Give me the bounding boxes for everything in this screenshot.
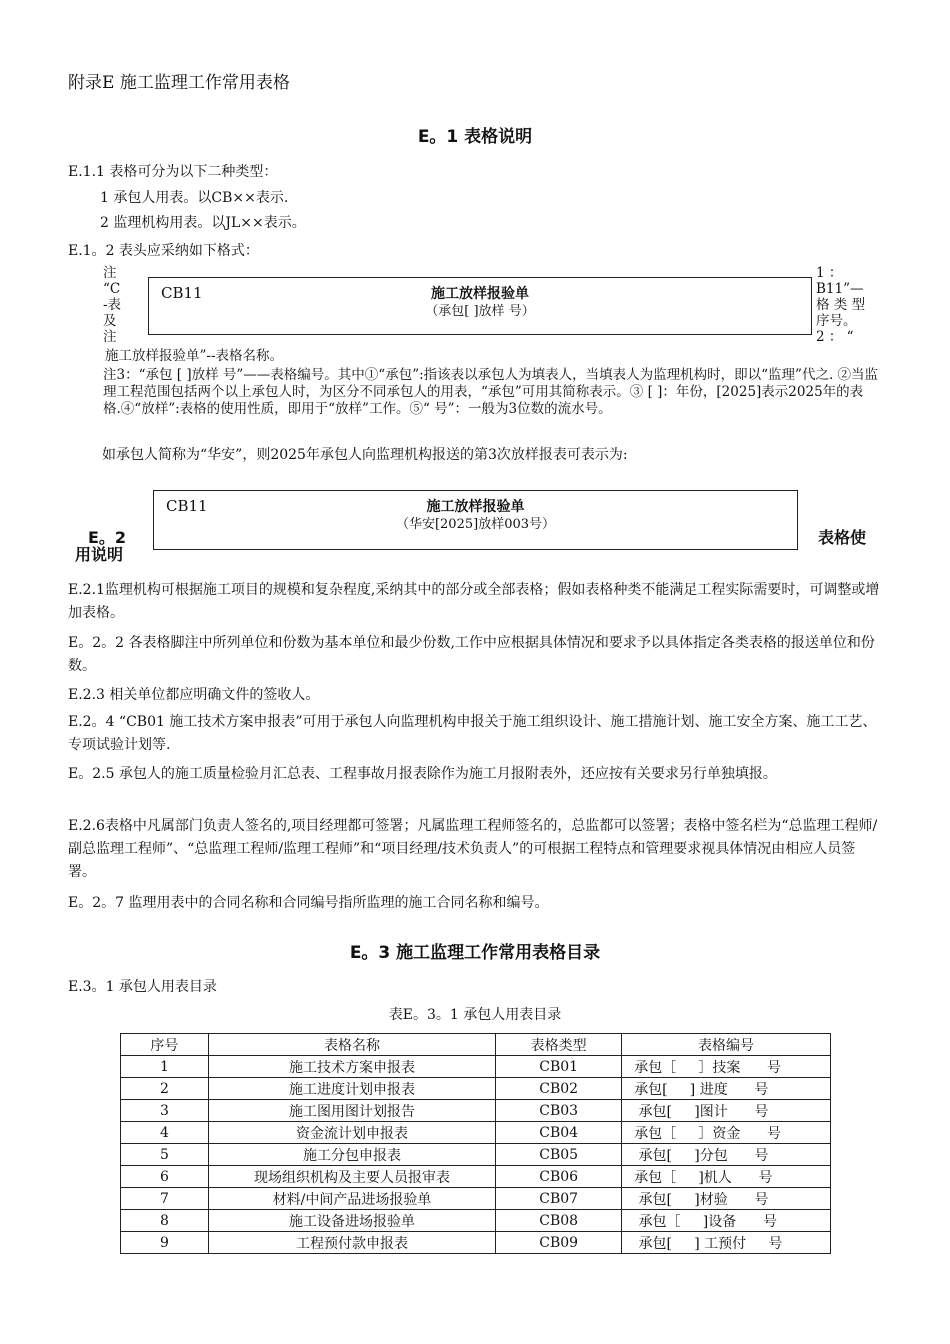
row-name: 施工技术方案申报表 [208,1056,495,1078]
clause-e226: E.2.6表格中凡属部门负责人签名的,项目经理都可签署；凡属监理工程师签名的，总监都可以签署；表格中签名栏为“总监理工程师/副总监理工程师”、“总监理工程师/监理工程师”和“项目经理/技术负责人”的可根据工程特点和管理要求视具体情况由相应人员签署。 [68,818,878,880]
col-header-type: 表格类型 [496,1034,622,1056]
row-no: 3 [121,1100,209,1122]
clause-e223: E.2.3 相关单位都应明确文件的签收人。 [68,687,320,703]
table-row [121,1122,831,1144]
row-name: 资金流计划申报表 [208,1122,495,1144]
row-no: 4 [121,1122,209,1144]
row-code: 承包［ ］技案 号 [622,1056,831,1078]
clause-e224: E.2。4 “CB01 施工技术方案申报表”可用于承包人向监理机构申报关于施工组织设计、施工措施计划、施工安全方案、施工工艺、专项试验计划等. [68,714,877,753]
table-row [121,1232,831,1254]
row-type: CB07 [496,1188,622,1210]
row-no: 5 [121,1144,209,1166]
clause-e222: E。2。2 各表格脚注中所列单位和份数为基本单位和最少份数,工作中应根据具体情况和要求予以具体指定各类表格的报送单位和份数。 [68,635,875,674]
left-note-3: -表 [103,297,122,313]
row-name: 施工进度计划申报表 [208,1078,495,1100]
row-type: CB01 [496,1056,622,1078]
row-type: CB05 [496,1144,622,1166]
table-row [121,1166,831,1188]
right-note-4: 序号。 [816,313,857,329]
row-no: 7 [121,1188,209,1210]
contractor-forms-table [120,1033,831,1254]
header-format-box [148,277,812,335]
clause-e111: E.1.1 表格可分为以下二种类型： [68,164,278,180]
form-title: 施工放样报验单 [431,286,529,302]
row-code: 承包[ ] 工预付 号 [622,1232,831,1254]
left-note-2: “C [103,281,121,297]
right-note-2: B11”— [816,281,864,297]
example-header-box [153,490,798,550]
row-type: CB02 [496,1078,622,1100]
clause-e221: E.2.1监理机构可根据施工项目的规模和复杂程度,采纳其中的部分或全部表格；假如表格种类不能满足工程实际需要时，可调整或增加表格。 [68,582,880,621]
right-note-3: 格 类 型 [816,297,866,313]
row-no: 9 [121,1232,209,1254]
table-row [121,1210,831,1232]
section-2-heading-part1: E。2 [88,528,127,547]
note-3: 注3：“承包 [ ]放样 号”——表格编号。其中①“承包”:指该表以承包人为填表人，当填表人为监理机构时，即以“监理”代之. ②当监理工程范围包括两个以上承包人时，为区分不同承包人的用表，“承包”可用其简称表示。③ [ ]：年份，[2025]表示2025年的表格.④“放样”:表格的使用性质，即用于“放样”工作。⑤“ 号”：一般为3位数的流水号。 [103,367,879,417]
left-note-5: 注 [103,329,117,345]
col-header-no: 序号 [121,1034,209,1056]
row-type: CB03 [496,1100,622,1122]
left-note-1: 注 [103,265,117,281]
clause-e225: E。2.5 承包人的施工质量检验月汇总表、工程事故月报表除作为施工月报附表外，还应按有关要求另行单独填报。 [68,766,777,782]
row-code: 承包[ ]分包 号 [622,1144,831,1166]
type-1: 1 承包人用表。以CB××表示. [100,190,289,206]
form-number: （承包[ ]放样 号） [425,304,535,319]
table-row [121,1056,831,1078]
row-name: 施工分包申报表 [208,1144,495,1166]
example-text: 如承包人简称为“华安”，则2025年承包人向监理机构报送的第3次放样报表可表示为: [102,447,628,463]
row-no: 2 [121,1078,209,1100]
appendix-title: 附录E 施工监理工作常用表格 [68,73,290,93]
row-code: 承包［ ］资金 号 [622,1122,831,1144]
row-type: CB04 [496,1122,622,1144]
right-note-1: 1 ： [816,265,843,281]
row-code: 承包［ ]设备 号 [622,1210,831,1232]
row-name: 施工设备进场报验单 [208,1210,495,1232]
row-type: CB06 [496,1166,622,1188]
table-row [121,1188,831,1210]
table-header-row [121,1034,831,1056]
example-form-code: CB11 [166,497,208,515]
row-type: CB08 [496,1210,622,1232]
table-row [121,1078,831,1100]
row-code: 承包[ ]材验 号 [622,1188,831,1210]
clause-e112: E.1。2 表头应采纳如下格式： [68,243,259,259]
row-name: 材料/中间产品进场报验单 [208,1188,495,1210]
clause-e331: E.3。1 承包人用表目录 [68,979,217,995]
row-name: 现场组织机构及主要人员报审表 [208,1166,495,1188]
table-caption: 表E。3。1 承包人用表目录 [388,1007,562,1023]
note-line-1: 施工放样报验单”--表格名称。 [105,348,284,364]
table-row [121,1144,831,1166]
section-2-heading-part2: 表格使 [818,528,867,547]
row-code: 承包[ ] 进度 号 [622,1078,831,1100]
right-note-5: 2 ： “ [816,329,854,345]
row-code: 承包［ ]机人 号 [622,1166,831,1188]
form-code: CB11 [161,284,203,302]
example-form-number: （华安[2025]放样003号） [395,517,556,532]
clause-e227: E。2。7 监理用表中的合同名称和合同编号指所监理的施工合同名称和编号。 [68,895,549,911]
row-no: 8 [121,1210,209,1232]
table-row [121,1100,831,1122]
example-form-title: 施工放样报验单 [426,499,525,515]
row-code: 承包[ ]图计 号 [622,1100,831,1122]
row-name: 施工图用图计划报告 [208,1100,495,1122]
row-no: 1 [121,1056,209,1078]
section-2-heading-part3: 用说明 [75,545,124,564]
row-name: 工程预付款申报表 [208,1232,495,1254]
section-1-heading: E。1 表格说明 [417,127,533,147]
col-header-code: 表格编号 [622,1034,831,1056]
left-note-4: 及 [103,313,117,329]
col-header-name: 表格名称 [208,1034,495,1056]
row-no: 6 [121,1166,209,1188]
section-3-heading: E。3 施工监理工作常用表格目录 [349,943,601,963]
type-2: 2 监理机构用表。以JL××表示。 [100,215,306,231]
row-type: CB09 [496,1232,622,1254]
